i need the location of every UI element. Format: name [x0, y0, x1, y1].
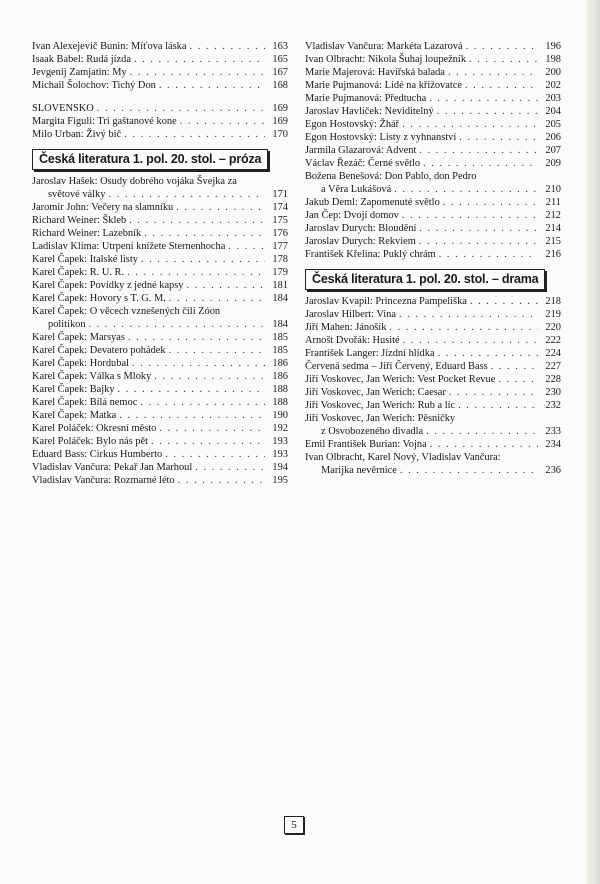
toc-entry — [305, 105, 561, 118]
toc-entry-title: Michail Šolochov: Tichý Don — [32, 80, 156, 91]
toc-entry — [305, 321, 561, 334]
toc-leader-dots — [124, 128, 265, 141]
toc-leader-dots — [159, 79, 265, 92]
toc-entry-title: Jiří Voskovec, Jan Werich: Caesar — [305, 387, 446, 398]
toc-entry — [305, 170, 561, 196]
toc-entry — [305, 92, 561, 105]
toc-group-czech-prose — [32, 175, 288, 487]
toc-leader-dots — [389, 321, 538, 334]
toc-leader-dots — [169, 344, 265, 357]
toc-entry-page: 204 — [545, 106, 561, 117]
toc-leader-dots — [419, 235, 538, 248]
toc-entry-title: Božena Benešová: Don Pablo, don Pedro — [305, 171, 477, 182]
toc-entry-page: 163 — [272, 41, 288, 52]
toc-leader-dots — [437, 105, 538, 118]
toc-entry — [32, 331, 288, 344]
toc-entry — [32, 279, 288, 292]
toc-entry — [32, 240, 288, 253]
toc-entry-title: Jakub Deml: Zapomenuté světlo — [305, 197, 440, 208]
toc-leader-dots — [491, 360, 538, 373]
toc-entry-page: 216 — [545, 249, 561, 260]
toc-entry-title: Arnošt Dvořák: Husité — [305, 335, 400, 346]
toc-entry-title: Jaromír John: Večery na slamníku — [32, 202, 174, 213]
toc-leader-dots — [119, 409, 265, 422]
toc-entry-title: Vladislav Vančura: Pekař Jan Marhoul — [32, 462, 193, 473]
toc-entry — [32, 201, 288, 214]
toc-entry-continuation-line — [305, 425, 561, 438]
toc-entry-page: 195 — [272, 475, 288, 486]
toc-entry-title: Karel Poláček: Okresní město — [32, 423, 157, 434]
toc-entry-title: Karel Čapek: Povídky z jedné kapsy — [32, 280, 184, 291]
toc-entry-title: Jaroslav Havlíček: Neviditelný — [305, 106, 434, 117]
toc-entry — [32, 227, 288, 240]
toc-entry — [32, 474, 288, 487]
toc-entry — [305, 222, 561, 235]
toc-entry-page: 233 — [545, 426, 561, 437]
toc-entry-page: 234 — [545, 439, 561, 450]
toc-leader-dots — [459, 131, 538, 144]
toc-entry-title: Jaroslav Hilbert: Vina — [305, 309, 396, 320]
toc-leader-dots — [469, 53, 538, 66]
toc-entry-title: Ladislav Klíma: Utrpení knížete Sternenhocha — [32, 241, 226, 252]
toc-entry-page: 181 — [272, 280, 288, 291]
toc-entry-title: Richard Weiner: Lazebník — [32, 228, 142, 239]
toc-entry-page: 228 — [545, 374, 561, 385]
toc-entry-page: 190 — [272, 410, 288, 421]
toc-entry-title: Karel Čapek: Matka — [32, 410, 117, 421]
toc-leader-dots — [118, 383, 265, 396]
toc-entry-page: 202 — [545, 80, 561, 91]
toc-entry-page: 215 — [545, 236, 561, 247]
toc-entry-page: 188 — [272, 397, 288, 408]
toc-leader-dots — [134, 53, 265, 66]
toc-entry — [305, 248, 561, 261]
toc-entry-title: Egon Hostovský: Listy z vyhnanství — [305, 132, 457, 143]
toc-entry-page: 185 — [272, 332, 288, 343]
toc-leader-dots — [443, 196, 538, 209]
toc-entry — [32, 422, 288, 435]
toc-entry — [305, 131, 561, 144]
toc-entry — [32, 448, 288, 461]
toc-entry — [32, 53, 288, 66]
toc-entry — [305, 412, 561, 438]
toc-entry — [32, 409, 288, 422]
toc-leader-dots — [403, 334, 538, 347]
toc-entry-page: 168 — [272, 80, 288, 91]
toc-entry — [305, 334, 561, 347]
toc-entry — [305, 373, 561, 386]
toc-entry-title-continuation: a Věra Lukášová — [321, 184, 392, 195]
toc-leader-dots — [448, 66, 538, 79]
section-heading-drama: Česká literatura 1. pol. 20. stol. – drama — [305, 269, 545, 290]
toc-entry — [32, 102, 288, 115]
toc-leader-dots — [151, 435, 265, 448]
toc-entry-page: 209 — [545, 158, 561, 169]
toc-entry-page: 179 — [272, 267, 288, 278]
toc-entry-page: 211 — [545, 197, 561, 208]
toc-leader-dots — [108, 188, 265, 201]
toc-entry — [32, 292, 288, 305]
toc-entry — [305, 235, 561, 248]
toc-entry-page: 165 — [272, 54, 288, 65]
toc-entry — [32, 305, 288, 331]
toc-entry-title: Václav Řezáč: Černé světlo — [305, 158, 421, 169]
toc-entry-title: Marie Majerová: Havířská balada — [305, 67, 445, 78]
toc-entry-title-continuation: Marijka nevěrnice — [321, 465, 397, 476]
toc-entry — [32, 214, 288, 227]
toc-entry — [32, 461, 288, 474]
toc-entry — [305, 386, 561, 399]
toc-entry-page: 186 — [272, 358, 288, 369]
toc-entry-title: Karel Čapek: Válka s Mloky — [32, 371, 152, 382]
toc-leader-dots — [132, 357, 265, 370]
toc-entry — [305, 295, 561, 308]
toc-entry-title: Ivan Olbracht: Nikola Šuhaj loupežník — [305, 54, 467, 65]
toc-entry — [305, 66, 561, 79]
toc-entry-page: 205 — [545, 119, 561, 130]
toc-entry-title: Jiří Voskovec, Jan Werich: Rub a líc — [305, 400, 456, 411]
toc-leader-dots — [419, 222, 538, 235]
toc-entry-page: 192 — [272, 423, 288, 434]
toc-leader-dots — [399, 308, 538, 321]
toc-entry — [32, 383, 288, 396]
toc-entry — [305, 53, 561, 66]
toc-leader-dots — [129, 214, 265, 227]
toc-entry-page: 174 — [272, 202, 288, 213]
toc-entry-page: 212 — [545, 210, 561, 221]
toc-right-column — [305, 40, 561, 477]
toc-leader-dots — [466, 40, 538, 53]
toc-entry-title: Jiří Voskovec, Jan Werich: Vest Pocket Revue — [305, 374, 496, 385]
toc-entry — [32, 253, 288, 266]
toc-entry — [305, 209, 561, 222]
toc-entry-page: 207 — [545, 145, 561, 156]
toc-leader-dots — [195, 461, 265, 474]
toc-entry-page: 193 — [272, 436, 288, 447]
toc-entry-page: 184 — [272, 293, 288, 304]
toc-leader-dots — [128, 331, 265, 344]
toc-entry-continuation-line — [32, 318, 288, 331]
toc-entry-title: Karel Čapek: O věcech vznešených čili Zóon — [32, 306, 221, 317]
toc-entry-title: Karel Poláček: Bylo nás pět — [32, 436, 148, 447]
toc-entry-page: 185 — [272, 345, 288, 356]
toc-leader-dots — [130, 66, 265, 79]
toc-entry — [32, 66, 288, 79]
page-number: 5 — [284, 816, 304, 834]
toc-entry-page: 176 — [272, 228, 288, 239]
toc-entry-continuation-line — [305, 464, 561, 477]
toc-entry-title: Jiří Mahen: Jánošík — [305, 322, 387, 333]
toc-entry-title: Eduard Bass: Cirkus Humberto — [32, 449, 163, 460]
toc-leader-dots — [419, 144, 538, 157]
toc-leader-dots — [423, 157, 538, 170]
toc-entry — [32, 396, 288, 409]
toc-leader-dots — [89, 318, 265, 331]
toc-entry-page: 194 — [272, 462, 288, 473]
toc-group-czech-drama — [305, 295, 561, 477]
toc-entry-title: Karel Čapek: Hordubal — [32, 358, 129, 369]
toc-entry-page: 175 — [272, 215, 288, 226]
toc-entry-title: František Křelina: Puklý chrám — [305, 249, 436, 260]
toc-entry-title: Jan Čep: Dvojí domov — [305, 210, 399, 221]
toc-entry-page: 167 — [272, 67, 288, 78]
toc-leader-dots — [97, 102, 265, 115]
toc-entry-title: Karel Čapek: Hovory s T. G. M. — [32, 293, 166, 304]
toc-entry-page: 230 — [545, 387, 561, 398]
toc-entry — [32, 115, 288, 128]
toc-entry — [32, 79, 288, 92]
toc-entry-title: Marie Pujmanová: Předtucha — [305, 93, 427, 104]
toc-entry — [32, 370, 288, 383]
toc-leader-dots — [154, 370, 265, 383]
toc-leader-dots — [180, 115, 265, 128]
toc-entry-title: Karel Čapek: Marsyas — [32, 332, 125, 343]
toc-entry-page: 227 — [545, 361, 561, 372]
toc-leader-dots — [426, 425, 538, 438]
toc-leader-dots — [438, 347, 538, 360]
toc-group-russian — [32, 40, 288, 92]
toc-entry — [305, 308, 561, 321]
toc-entry-page: 171 — [272, 189, 288, 200]
toc-entry-page: 178 — [272, 254, 288, 265]
toc-entry-title: Jaroslav Kvapil: Princezna Pampeliška — [305, 296, 467, 307]
toc-entry-page: 210 — [545, 184, 561, 195]
toc-left-column — [32, 40, 288, 487]
toc-entry-title: Ivan Alexejevič Bunin: Míťova láska — [32, 41, 187, 52]
toc-entry-page: 169 — [272, 103, 288, 114]
toc-entry-title: Emil František Burian: Vojna — [305, 439, 427, 450]
toc-entry-title: Červená sedma – Jiří Červený, Eduard Bass — [305, 361, 488, 372]
toc-entry-continuation-line — [305, 183, 561, 196]
toc-leader-dots — [402, 209, 538, 222]
toc-entry-continuation-line — [32, 188, 288, 201]
toc-entry-page: 203 — [545, 93, 561, 104]
toc-entry-page: 224 — [545, 348, 561, 359]
toc-entry-page: 170 — [272, 129, 288, 140]
toc-leader-dots — [394, 183, 538, 196]
toc-leader-dots — [140, 396, 265, 409]
toc-leader-dots — [465, 79, 538, 92]
toc-entry-page: 169 — [272, 116, 288, 127]
toc-entry-page: 232 — [545, 400, 561, 411]
toc-entry-page: 206 — [545, 132, 561, 143]
toc-leader-dots — [228, 240, 265, 253]
toc-entry — [32, 175, 288, 201]
toc-entry — [32, 128, 288, 141]
toc-entry-title: SLOVENSKO — [32, 103, 94, 114]
toc-leader-dots — [187, 279, 266, 292]
toc-entry — [305, 399, 561, 412]
toc-entry — [32, 266, 288, 279]
toc-leader-dots — [400, 464, 538, 477]
toc-entry — [32, 357, 288, 370]
toc-entry — [305, 196, 561, 209]
toc-entry-page: 184 — [272, 319, 288, 330]
toc-leader-dots — [144, 227, 265, 240]
toc-entry-title-continuation: z Osvobozeného divadla — [321, 426, 424, 437]
toc-entry-title: Karel Čapek: Italské listy — [32, 254, 138, 265]
toc-entry-page: 222 — [545, 335, 561, 346]
toc-leader-dots — [169, 292, 265, 305]
toc-entry-title: Ivan Olbracht, Karel Nový, Vladislav Vančura: — [305, 452, 501, 463]
toc-entry — [305, 118, 561, 131]
toc-entry-title: Jiří Voskovec, Jan Werich: Pěsničky — [305, 413, 456, 424]
toc-entry-page: 193 — [272, 449, 288, 460]
toc-leader-dots — [190, 40, 266, 53]
toc-entry — [32, 344, 288, 357]
toc-leader-dots — [498, 373, 538, 386]
toc-entry-title: Isaak Babel: Rudá jízda — [32, 54, 131, 65]
toc-leader-dots — [402, 118, 538, 131]
toc-entry-title: Milo Urban: Živý bič — [32, 129, 122, 140]
toc-leader-dots — [176, 201, 265, 214]
toc-entry-page: 214 — [545, 223, 561, 234]
toc-entry-title: Vladislav Vančura: Rozmarné léto — [32, 475, 175, 486]
toc-entry-title: Egon Hostovský: Žhář — [305, 119, 400, 130]
section-heading-wrap — [32, 141, 288, 175]
toc-leader-dots — [458, 399, 538, 412]
section-heading-wrap — [305, 261, 561, 295]
section-heading-prose: Česká literatura 1. pol. 20. stol. – próza — [32, 149, 268, 170]
toc-entry — [305, 79, 561, 92]
page-edge-shadow — [586, 0, 600, 884]
toc-entry-page: 196 — [545, 41, 561, 52]
toc-leader-dots — [439, 248, 538, 261]
toc-entry-title: Karel Čapek: Devatero pohádek — [32, 345, 166, 356]
toc-entry-page: 200 — [545, 67, 561, 78]
toc-entry-page: 218 — [545, 296, 561, 307]
toc-leader-dots — [165, 448, 265, 461]
toc-entry-page: 198 — [545, 54, 561, 65]
toc-leader-dots — [178, 474, 265, 487]
toc-entry-title: Jarmila Glazarová: Advent — [305, 145, 417, 156]
toc-entry-title: Jaroslav Hašek: Osudy dobrého vojáka Švejka za — [32, 176, 237, 187]
toc-entry-title: Jaroslav Durych: Rekviem — [305, 236, 416, 247]
toc-entry-title: Jevgenij Zamjatin: My — [32, 67, 127, 78]
toc-entry — [305, 144, 561, 157]
toc-leader-dots — [470, 295, 538, 308]
toc-entry-title: František Langer: Jízdní hlídka — [305, 348, 435, 359]
toc-entry-title: Margita Figuli: Tri gaštanové kone — [32, 116, 177, 127]
toc-entry — [32, 40, 288, 53]
toc-entry-page: 236 — [545, 465, 561, 476]
toc-entry-title-continuation: světové války — [48, 189, 106, 200]
toc-entry-title-continuation: politikon — [48, 319, 86, 330]
toc-entry-title: Vladislav Vančura: Markéta Lazarová — [305, 41, 463, 52]
toc-entry — [305, 451, 561, 477]
toc-entry-title: Karel Čapek: Bajky — [32, 384, 115, 395]
toc-entry — [305, 347, 561, 360]
toc-entry-page: 186 — [272, 371, 288, 382]
toc-entry-title: Karel Čapek: R. U. R. — [32, 267, 125, 278]
toc-leader-dots — [449, 386, 538, 399]
toc-entry — [305, 360, 561, 373]
toc-leader-dots — [127, 266, 265, 279]
toc-entry-page: 188 — [272, 384, 288, 395]
toc-entry — [32, 435, 288, 448]
toc-leader-dots — [430, 438, 538, 451]
toc-entry — [305, 438, 561, 451]
toc-entry — [305, 157, 561, 170]
toc-leader-dots — [141, 253, 265, 266]
toc-entry-page: 219 — [545, 309, 561, 320]
toc-entry — [305, 40, 561, 53]
toc-leader-dots — [159, 422, 265, 435]
toc-leader-dots — [429, 92, 538, 105]
toc-group-slovak — [32, 102, 288, 141]
toc-entry-title: Richard Weiner: Škleb — [32, 215, 127, 226]
toc-entry-title: Karel Čapek: Bílá nemoc — [32, 397, 138, 408]
toc-entry-title: Jaroslav Durych: Bloudění — [305, 223, 417, 234]
toc-entry-page: 220 — [545, 322, 561, 333]
toc-group-czech-prose-cont — [305, 40, 561, 261]
toc-entry-title: Marie Pujmanová: Lidé na křižovatce — [305, 80, 462, 91]
toc-entry-page: 177 — [272, 241, 288, 252]
